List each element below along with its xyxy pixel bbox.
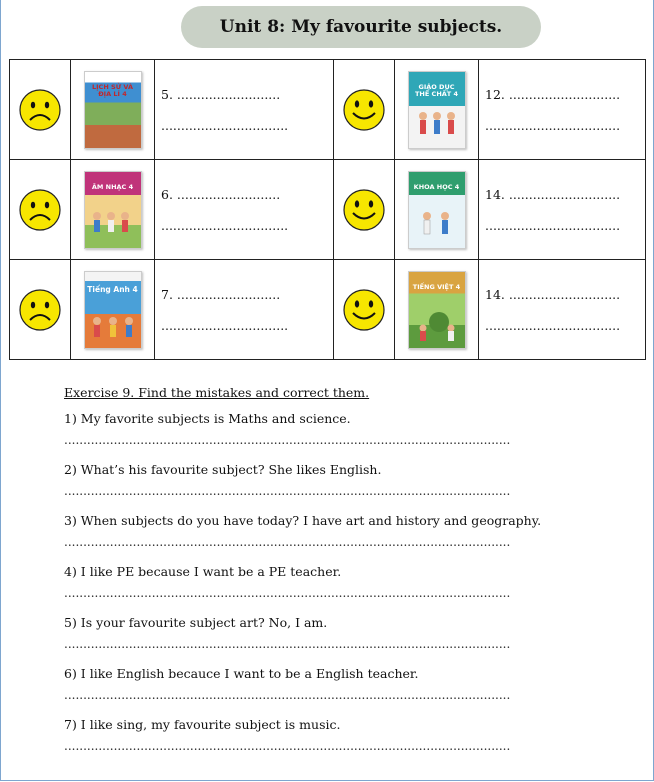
question: 1) My favorite subjects is Maths and science. <box>64 411 351 426</box>
book-title: Tiếng Anh 4 <box>87 284 138 294</box>
book-cell <box>71 260 155 360</box>
english-book-image <box>84 271 142 349</box>
answer-blank[interactable]: .......................... <box>176 186 281 202</box>
table-row <box>10 60 646 160</box>
answer-blank[interactable]: ..................................................................................................................... <box>64 586 511 600</box>
question: 7) I like sing, my favourite subject is music. <box>64 717 341 732</box>
book-cell <box>395 60 479 160</box>
book-title: GIÁO DỤC THỂ CHẤT 4 <box>414 82 459 98</box>
science-book-image <box>408 171 466 249</box>
history-geography-book-image <box>84 71 142 149</box>
answer-blank[interactable]: ............................ <box>508 86 621 102</box>
answer-blank[interactable]: ................................ <box>161 217 289 233</box>
exercise-title: Exercise 9. Find the mistakes and correct them. <box>64 385 370 400</box>
answer-blank[interactable]: ................................ <box>161 317 289 333</box>
physical-education-book-image <box>408 71 466 149</box>
answer-blank[interactable]: ..................................................................................................................... <box>64 739 511 753</box>
happy-face-icon <box>342 288 386 332</box>
answer-blank[interactable]: ............................ <box>508 186 621 202</box>
question: 4) I like PE because I want be a PE teacher. <box>64 564 342 579</box>
book-cell <box>395 160 479 260</box>
subjects-table <box>9 59 646 360</box>
music-book-image <box>84 171 142 249</box>
answer-blank[interactable]: ..................................................................................................................... <box>64 688 511 702</box>
answer-blank[interactable]: ................................ <box>161 117 289 133</box>
happy-face-cell <box>334 260 395 360</box>
answer-blank[interactable]: ..................................................................................................................... <box>64 433 511 447</box>
table-row <box>10 260 646 360</box>
answer-number-line <box>485 187 645 202</box>
table-row <box>10 160 646 260</box>
book-title: KHOA HỌC 4 <box>413 182 460 191</box>
book-cell <box>71 160 155 260</box>
happy-face-icon <box>342 188 386 232</box>
answer-number-line <box>161 87 333 102</box>
book-title: TIẾNG VIỆT 4 <box>412 282 461 291</box>
happy-face-cell <box>334 160 395 260</box>
answer-cell <box>155 260 334 360</box>
answer-number: 5. <box>161 86 173 102</box>
answer-blank[interactable]: ..................................................................................................................... <box>64 535 511 549</box>
answer-blank[interactable]: ............................ <box>508 286 621 302</box>
book-title: LỊCH SỬ VÀ ĐỊA LÍ 4 <box>91 82 134 98</box>
answer-blank[interactable]: .................................. <box>485 317 621 333</box>
sad-face-icon <box>18 288 62 332</box>
exercise-section <box>64 385 584 768</box>
answer-cell <box>479 160 646 260</box>
book-title: ÂM NHẠC 4 <box>91 182 134 191</box>
sad-face-cell <box>10 260 71 360</box>
answer-number: 14. <box>485 186 505 202</box>
answer-blank[interactable]: .......................... <box>176 86 281 102</box>
answer-number: 14. <box>485 286 505 302</box>
answer-cell <box>479 60 646 160</box>
happy-face-cell <box>334 60 395 160</box>
book-cell <box>71 60 155 160</box>
question: 5) Is your favourite subject art? No, I am. <box>64 615 328 630</box>
question: 6) I like English becauce I want to be a English teacher. <box>64 666 419 681</box>
sad-face-cell <box>10 160 71 260</box>
answer-blank[interactable]: .......................... <box>176 286 281 302</box>
question: 2) What’s his favourite subject? She likes English. <box>64 462 382 477</box>
sad-face-cell <box>10 60 71 160</box>
happy-face-icon <box>342 88 386 132</box>
question: 3) When subjects do you have today? I have art and history and geography. <box>64 513 542 528</box>
answer-blank[interactable]: .................................. <box>485 217 621 233</box>
sad-face-icon <box>18 88 62 132</box>
answer-cell <box>479 260 646 360</box>
answer-cell <box>155 60 334 160</box>
answer-number: 6. <box>161 186 173 202</box>
answer-number: 7. <box>161 286 173 302</box>
answer-number-line <box>485 287 645 302</box>
sad-face-icon <box>18 188 62 232</box>
answer-number-line <box>485 87 645 102</box>
answer-number-line <box>161 287 333 302</box>
book-cell <box>395 260 479 360</box>
answer-blank[interactable]: ..................................................................................................................... <box>64 484 511 498</box>
answer-number: 12. <box>485 86 505 102</box>
answer-blank[interactable]: ..................................................................................................................... <box>64 637 511 651</box>
answer-number-line <box>161 187 333 202</box>
worksheet-title: Unit 8: My favourite subjects. <box>181 6 541 48</box>
answer-blank[interactable]: .................................. <box>485 117 621 133</box>
answer-cell <box>155 160 334 260</box>
vietnamese-book-image <box>408 271 466 349</box>
